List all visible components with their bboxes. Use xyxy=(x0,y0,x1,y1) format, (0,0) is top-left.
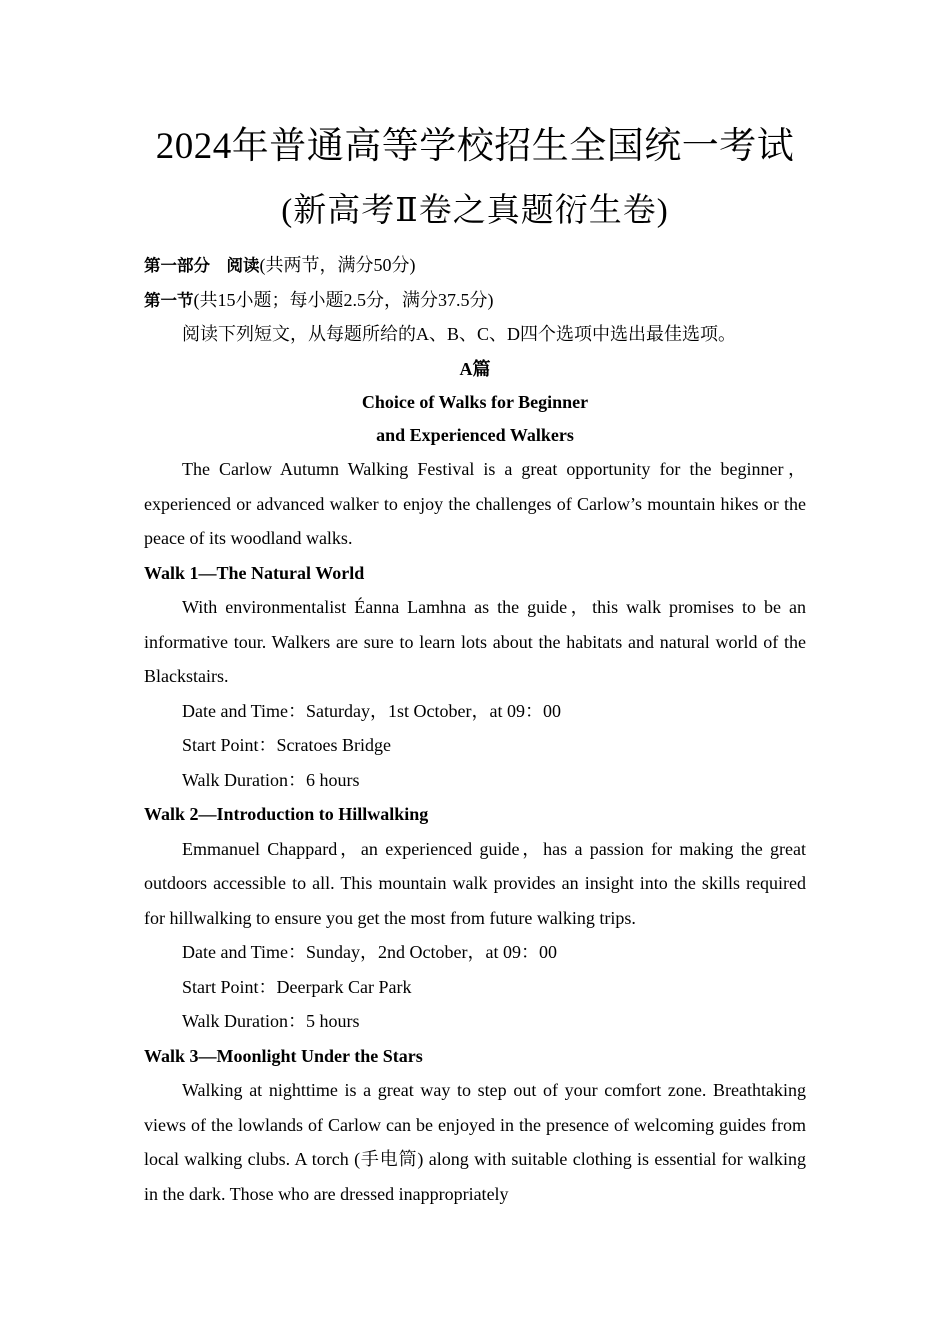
walk-description: Walking at nighttime is a great way to step out of your comfort zone. Breathtaking views of the lowlands of Carlow can be enjoyed in the presence of welcoming guides from local walking clubs. A torch (手电筒) along with suitable clothing is essential for walking in the dark. Those who are dressed inappropriately xyxy=(144,1080,806,1204)
walk-heading: Walk 1—The Natural World xyxy=(144,562,365,583)
section-note: (共15小题；每小题2.5分，满分37.5分) xyxy=(193,289,494,310)
section-label: 第一节 xyxy=(144,290,194,310)
walk-description: With environmentalist Éanna Lamhna as the guide，this walk promises to be an informative tour. Walkers are sure to learn lots about the habitats and natural world of the Blackstairs. xyxy=(144,597,806,686)
walk-heading: Walk 3—Moonlight Under the Stars xyxy=(144,1045,423,1066)
part-note: (共两节，满分50分) xyxy=(259,255,416,275)
walk-date-time: Date and Time：Sunday，2nd October，at 09：00 xyxy=(182,942,557,962)
walk-heading: Walk 2—Introduction to Hillwalking xyxy=(144,804,429,824)
passage-title-line1: Choice of Walks for Beginner xyxy=(361,392,589,412)
exam-title: 2024年普通高等学校招生全国统一考试 xyxy=(155,126,795,167)
passage-title-line2: and Experienced Walkers xyxy=(376,425,574,445)
walk-date-time: Date and Time：Saturday，1st October，at 09：00 xyxy=(182,700,561,721)
document-body xyxy=(144,248,806,1211)
part-label: 第一部分 阅读 xyxy=(144,256,260,275)
instruction: 阅读下列短文，从每题所给的A、B、C、D四个选项中选出最佳选项。 xyxy=(182,324,737,344)
intro-paragraph: The Carlow Autumn Walking Festival is a great opportunity for the beginner， experienced or advanced walker to enjoy the challenges of Carlow’s mountain hikes or the peace of its woodland walks. xyxy=(144,459,806,548)
walk-duration: Walk Duration：6 hours xyxy=(182,769,360,790)
walk-duration: Walk Duration：5 hours xyxy=(182,1011,360,1031)
passage-label: A篇 xyxy=(459,358,491,379)
exam-subtitle: (新高考Ⅱ卷之真题衍生卷) xyxy=(281,193,669,229)
part-heading xyxy=(144,248,806,283)
walk-description: Emmanuel Chappard，an experienced guide，has a passion for making the great outdoors accessible to all. This mountain walk provides an insight into the skills required for hillwalking to ensure you get the most from future walking trips. xyxy=(144,838,806,928)
walk-start-point: Start Point：Deerpark Car Park xyxy=(182,976,412,997)
walk-start-point: Start Point：Scratoes Bridge xyxy=(182,735,391,755)
section-heading xyxy=(144,283,806,318)
